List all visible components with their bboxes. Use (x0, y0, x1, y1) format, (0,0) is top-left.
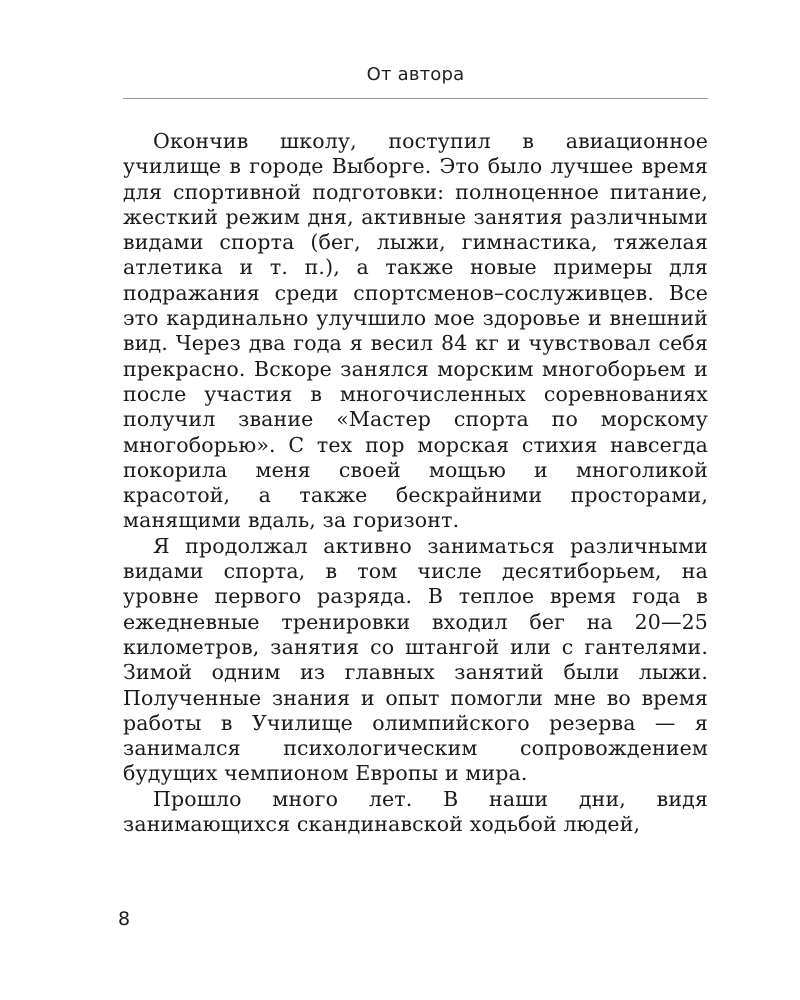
running-head-title: От автора (366, 64, 465, 85)
page-number: 8 (118, 908, 131, 930)
body-text (123, 129, 708, 837)
header-rule (123, 98, 708, 99)
paragraph-3: Прошло много лет. В наши дни, видя занимающихся скандинавской ходьбой людей, (123, 786, 708, 837)
paragraph-2: Я продолжал активно заниматься различными видами спорта, в том числе десятиборьем, на уровне первого разряда. В теплое время года в ежедневные тренировки входил бег на 20—25 километров, занятия со штангой или с гантелями. Зимой одним из главных занятий были лыжи. Полученные знания и опыт помогли мне во время работы в Училище олимпийского резерва — я занимался психологическим сопровождением будущих чемпионом Европы и мира. (123, 533, 708, 786)
paragraph-1: Окончив школу, поступил в авиационное училище в городе Выборге. Это было лучшее время для спортивной подготовки: полноценное питание, жесткий режим дня, активные занятия различными видами спорта (бег, лыжи, гимнастика, тяжелая атлетика и т. п.), а также новые примеры для подражания среди спортсменов–сослуживцев. Все это кардинально улучшило мое здоровье и внешний вид. Через два года я весил 84 кг и чувствовал себя прекрасно. Вскоре занялся морским многоборьем и после участия в многочисленных соревнованиях получил звание «Мастер спорта по морскому многоборью». С тех пор морская стихия навсегда покорила меня своей мощью и многоликой красотой, а также бескрайними просторами, манящими вдаль, за горизонт. (123, 129, 708, 533)
